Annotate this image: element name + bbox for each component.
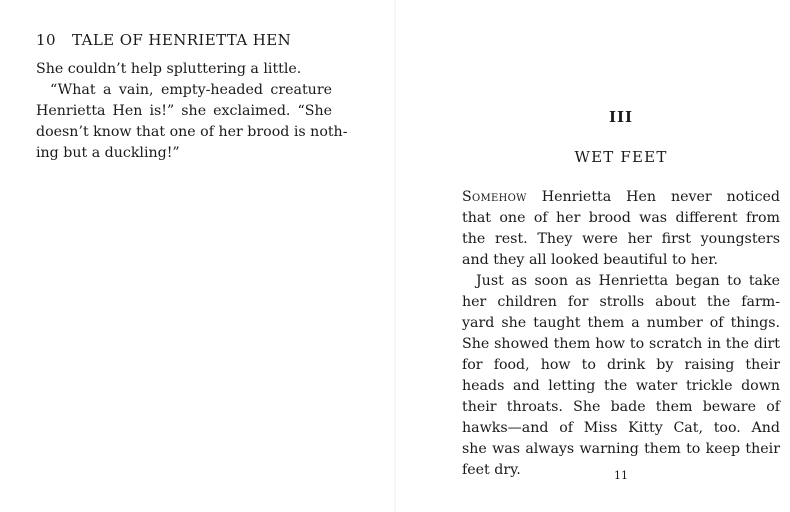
paragraph: [462, 271, 780, 481]
paragraph: [462, 187, 780, 271]
page-number-right: 11: [614, 469, 628, 482]
text-line: heads and letting the water trickle down: [462, 378, 780, 394]
text-line: the rest. They were her first youngsters: [462, 231, 780, 247]
text-line: doesn’t know that one of her brood is noth-: [36, 124, 348, 140]
lead-word: Somehow: [462, 189, 527, 205]
text-line: her children for strolls about the farm-: [462, 294, 780, 310]
text-line: She couldn’t help spluttering a little.: [36, 61, 302, 77]
right-page: [462, 0, 780, 512]
running-head: [36, 31, 291, 49]
text-line: She showed them how to scratch in the dirt: [462, 336, 780, 352]
text-line: Just as soon as Henrietta began to take: [476, 273, 780, 289]
text-line: [462, 187, 780, 208]
text-line: Henrietta Hen is!” she exclaimed. “She: [36, 103, 332, 119]
page-number-left: 10: [36, 31, 56, 49]
chapter-title: WET FEET: [574, 148, 668, 166]
text-line: and they all looked beautiful to her.: [462, 252, 718, 268]
paragraph: [36, 59, 348, 164]
left-page: [36, 0, 348, 512]
left-page-text: [36, 59, 348, 164]
book-gutter: [394, 0, 396, 512]
text-line: for food, how to drink by raising their: [462, 357, 780, 373]
text-line: ing but a duckling!”: [36, 145, 180, 161]
chapter-number: III: [608, 108, 634, 126]
text-line: “What a vain, empty-headed creature: [50, 82, 332, 98]
text-line: that one of her brood was different from: [462, 210, 780, 226]
text-line: yard she taught them a number of things.: [462, 315, 780, 331]
right-page-text: [462, 187, 780, 481]
text-line: feet dry.: [462, 462, 521, 478]
text-line-rest: Henrietta Hen never noticed: [526, 189, 780, 205]
text-line: their throats. She bade them beware of: [462, 399, 780, 415]
running-head-title: TALE OF HENRIETTA HEN: [72, 31, 292, 49]
text-line: hawks—and of Miss Kitty Cat, too. And: [462, 420, 780, 436]
text-line: she was always warning them to keep their: [462, 441, 780, 457]
